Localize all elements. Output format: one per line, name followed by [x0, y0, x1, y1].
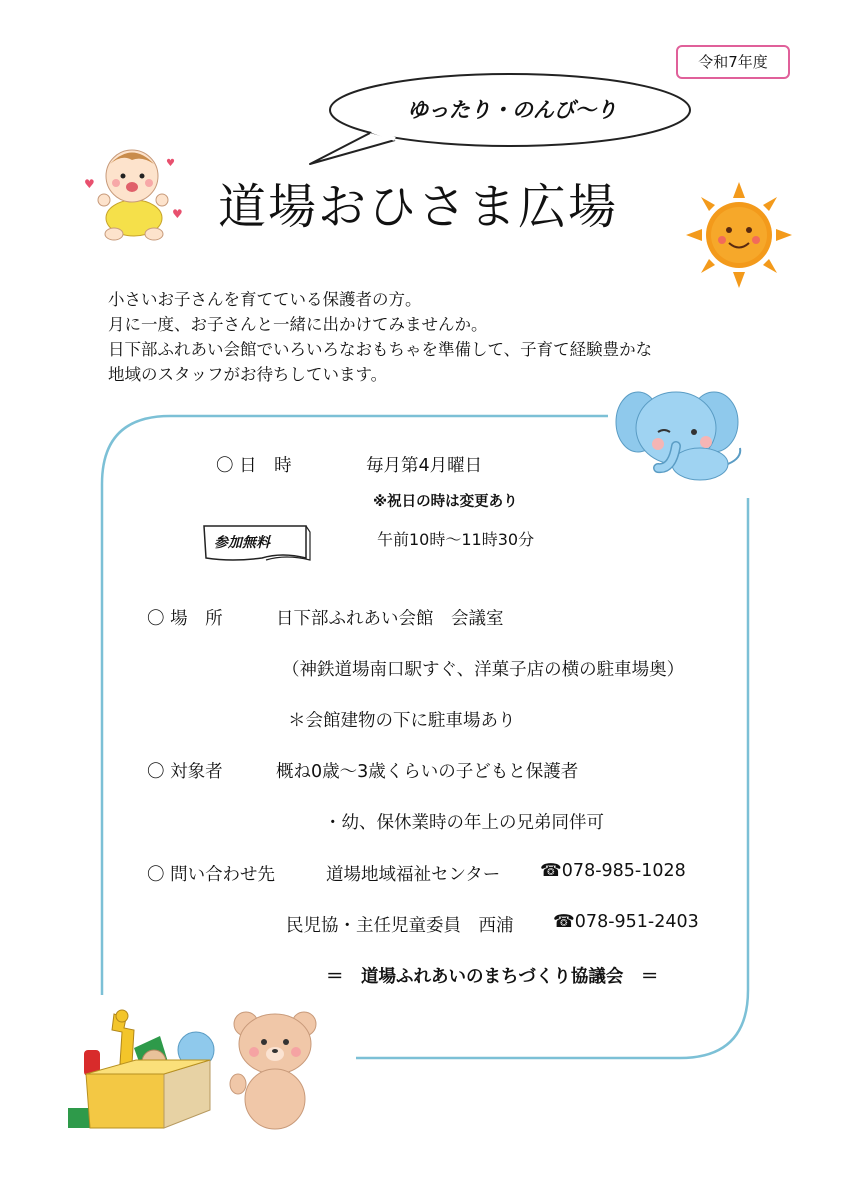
contact-tel2: ☎078-951-2403 [553, 912, 699, 932]
year-badge: 令和7年度 [676, 45, 790, 79]
svg-text:♥: ♥ [172, 207, 183, 221]
place-label: 〇 場 所 [147, 609, 223, 629]
target-label: 〇 対象者 [147, 762, 223, 782]
datetime-value: 毎月第4月曜日 [366, 456, 483, 476]
svg-text:♥: ♥ [84, 177, 95, 191]
svg-text:♥: ♥ [166, 158, 175, 169]
bear-icon [224, 1004, 328, 1130]
holiday-note: ※祝日の時は変更あり [373, 494, 518, 510]
free-tag-text: 参加無料 [214, 535, 270, 551]
sibling-note: ・幼、保休業時の年上の兄弟同伴可 [324, 813, 604, 833]
place-detail: （神鉄道場南口駅すぐ、洋菓子店の横の駐車場奥） [282, 660, 685, 680]
speech-bubble-text: ゆったり・のんび～り [407, 98, 617, 122]
contact-tel1: ☎078-985-1028 [540, 861, 686, 881]
intro-line: 小さいお子さんを育てている保護者の方。 [108, 290, 422, 309]
datetime-label: 〇 日 時 [216, 456, 292, 476]
contact-label: 〇 問い合わせ先 [147, 865, 276, 885]
intro-line: 地域のスタッフがお待ちしています。 [108, 365, 388, 384]
parking-note: ＊会館建物の下に駐車場あり [288, 711, 516, 731]
intro-line: 日下部ふれあい会館でいろいろなおもちゃを準備して、子育て経験豊かな [108, 340, 653, 359]
elephant-icon [614, 384, 748, 484]
toybox-icon [64, 1004, 224, 1130]
target-value: 概ね0歳～3歳くらいの子どもと保護者 [276, 762, 579, 782]
time-value: 午前10時～11時30分 [377, 530, 535, 549]
page-title: 道場おひさま広場 [218, 179, 619, 235]
organizer: ＝ 道場ふれあいのまちづくり協議会 ＝ [326, 967, 659, 987]
contact-org1: 道場地域福祉センター [326, 865, 501, 885]
contact-org2: 民児協・主任児童委員 西浦 [286, 916, 514, 936]
intro-line: 月に一度、お子さんと一緒に出かけてみませんか。 [108, 315, 488, 334]
place-value: 日下部ふれあい会館 会議室 [276, 609, 504, 629]
